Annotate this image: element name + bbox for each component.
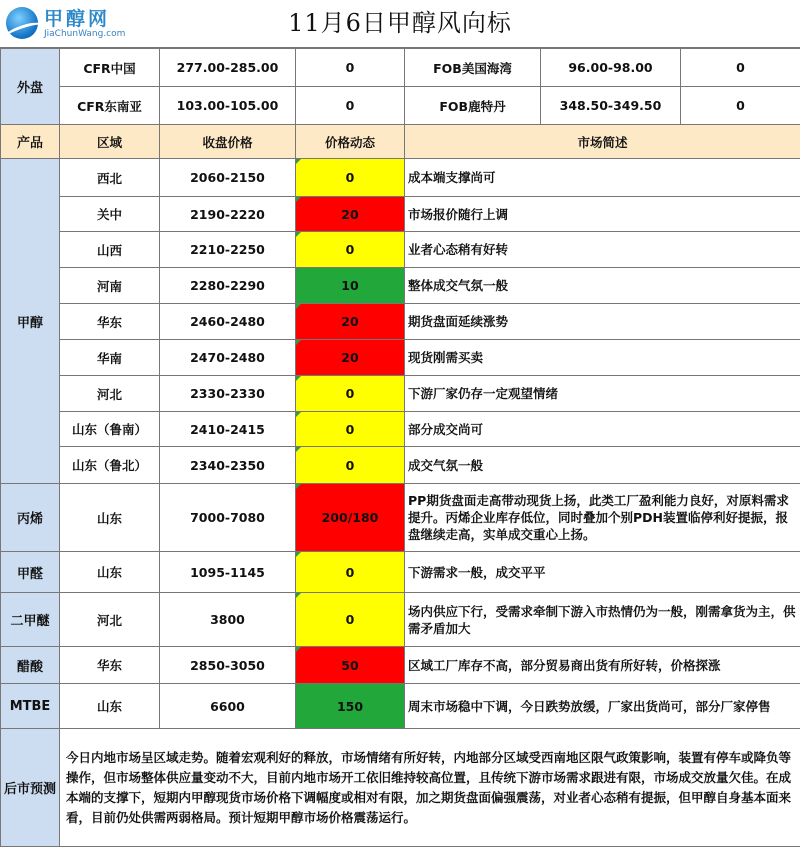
summary-cell: 成本端支撑尚可 [405, 159, 800, 197]
table-header [1, 125, 800, 159]
header-price: 收盘价格 [160, 125, 296, 159]
external-row [1, 49, 800, 87]
outlook-label: 后市预测 [1, 729, 60, 847]
external-name: FOB鹿特丹 [405, 87, 541, 125]
price-cell: 2210-2250 [160, 232, 296, 268]
region-cell: 山东 [60, 684, 160, 729]
product-cell: 甲醛 [1, 552, 60, 593]
summary-cell: 成交气氛一般 [405, 447, 800, 484]
price-table [0, 48, 800, 847]
product-methanol: 甲醇 [1, 159, 60, 484]
region-cell: 西北 [60, 159, 160, 197]
region-cell: 山东 [60, 552, 160, 593]
table-row [1, 159, 800, 197]
product-cell: 醋酸 [1, 647, 60, 684]
product-cell: 二甲醚 [1, 593, 60, 647]
brand-logo [4, 4, 154, 44]
summary-cell: 整体成交气氛一般 [405, 268, 800, 304]
external-change: 0 [296, 87, 405, 125]
price-cell: 7000-7080 [160, 484, 296, 552]
summary-cell: 下游厂家仍存一定观望情绪 [405, 376, 800, 412]
summary-cell: 场内供应下行，受需求牵制下游入市热情仍为一般，刚需拿货为主，供需矛盾加大 [405, 593, 800, 647]
change-cell: 20 [296, 340, 405, 376]
table-row [1, 412, 800, 447]
region-cell: 关中 [60, 197, 160, 232]
price-cell: 1095-1145 [160, 552, 296, 593]
table-row [1, 304, 800, 340]
summary-cell: 现货刚需买卖 [405, 340, 800, 376]
table-row [1, 376, 800, 412]
external-row [1, 87, 800, 125]
table-row [1, 552, 800, 593]
region-cell: 华东 [60, 304, 160, 340]
header-region: 区域 [60, 125, 160, 159]
price-cell: 2340-2350 [160, 447, 296, 484]
table-row [1, 484, 800, 552]
change-cell: 200/180 [296, 484, 405, 552]
table-row [1, 684, 800, 729]
region-cell: 河北 [60, 593, 160, 647]
title-bar [0, 0, 800, 48]
price-cell: 3800 [160, 593, 296, 647]
logo-subtext: JiaChunWang.com [44, 29, 126, 39]
change-cell: 0 [296, 593, 405, 647]
logo-text: 甲醇网 [44, 8, 111, 30]
region-cell: 华南 [60, 340, 160, 376]
region-cell: 河北 [60, 376, 160, 412]
external-change: 0 [681, 87, 800, 125]
external-change: 0 [296, 49, 405, 87]
change-cell: 50 [296, 647, 405, 684]
price-cell: 2470-2480 [160, 340, 296, 376]
external-name: FOB美国海湾 [405, 49, 541, 87]
external-name: CFR东南亚 [60, 87, 160, 125]
header-product: 产品 [1, 125, 60, 159]
external-price: 103.00-105.00 [160, 87, 296, 125]
price-cell: 2280-2290 [160, 268, 296, 304]
region-cell: 河南 [60, 268, 160, 304]
table-row [1, 647, 800, 684]
change-cell: 0 [296, 412, 405, 447]
product-cell: 丙烯 [1, 484, 60, 552]
price-cell: 2850-3050 [160, 647, 296, 684]
change-cell: 0 [296, 232, 405, 268]
summary-cell: 周末市场稳中下调，今日跌势放缓，厂家出货尚可，部分厂家停售 [405, 684, 800, 729]
price-cell: 6600 [160, 684, 296, 729]
change-cell: 20 [296, 304, 405, 340]
price-cell: 2060-2150 [160, 159, 296, 197]
change-cell: 0 [296, 159, 405, 197]
external-label: 外盘 [1, 49, 60, 125]
table-row [1, 197, 800, 232]
summary-cell: PP期货盘面走高带动现货上扬，此类工厂盈利能力良好，对原料需求提升。丙烯企业库存低位，同时叠加个别PDH装置临停利好提振，报盘继续走高，实单成交重心上扬。 [405, 484, 800, 552]
header-change: 价格动态 [296, 125, 405, 159]
summary-cell: 期货盘面延续涨势 [405, 304, 800, 340]
table-row [1, 593, 800, 647]
region-cell: 华东 [60, 647, 160, 684]
region-cell: 山东（鲁南） [60, 412, 160, 447]
table-row [1, 340, 800, 376]
summary-cell: 市场报价随行上调 [405, 197, 800, 232]
table-row [1, 447, 800, 484]
change-cell: 0 [296, 447, 405, 484]
external-name: CFR中国 [60, 49, 160, 87]
region-cell: 山东（鲁北） [60, 447, 160, 484]
external-price: 348.50-349.50 [541, 87, 681, 125]
outlook-text: 今日内地市场呈区域走势。随着宏观利好的释放，市场情绪有所好转，内地部分区域受西南地区限气政策影响，装置有停车或降负等操作，但市场整体供应量变动不大，目前内地市场开工依旧维持较高位置，且传统下游市场需求跟进有限，市场成交放量欠佳。在成本端的支撑下，短期内甲醇现货市场价格下调幅度或相对有限，加之期货盘面偏强震荡，对业者心态稍有提振，但甲醇自身基本面来看，目前仍处供需两弱格局。预计短期甲醇市场价格震荡运行。 [60, 729, 800, 847]
summary-cell: 区域工厂库存不高，部分贸易商出货有所好转，价格探涨 [405, 647, 800, 684]
change-cell: 10 [296, 268, 405, 304]
page-title: 11月6日甲醇风向标 [288, 9, 512, 37]
table-row [1, 268, 800, 304]
price-cell: 2330-2330 [160, 376, 296, 412]
price-cell: 2460-2480 [160, 304, 296, 340]
change-cell: 0 [296, 376, 405, 412]
product-cell: MTBE [1, 684, 60, 729]
globe-icon [6, 7, 38, 39]
summary-cell: 部分成交尚可 [405, 412, 800, 447]
region-cell: 山西 [60, 232, 160, 268]
table-row [1, 232, 800, 268]
outlook-row [1, 729, 800, 847]
external-price: 277.00-285.00 [160, 49, 296, 87]
price-cell: 2410-2415 [160, 412, 296, 447]
price-cell: 2190-2220 [160, 197, 296, 232]
summary-cell: 业者心态稍有好转 [405, 232, 800, 268]
external-change: 0 [681, 49, 800, 87]
region-cell: 山东 [60, 484, 160, 552]
header-summary: 市场简述 [405, 125, 800, 159]
change-cell: 0 [296, 552, 405, 593]
summary-cell: 下游需求一般，成交平平 [405, 552, 800, 593]
change-cell: 20 [296, 197, 405, 232]
change-cell: 150 [296, 684, 405, 729]
external-price: 96.00-98.00 [541, 49, 681, 87]
